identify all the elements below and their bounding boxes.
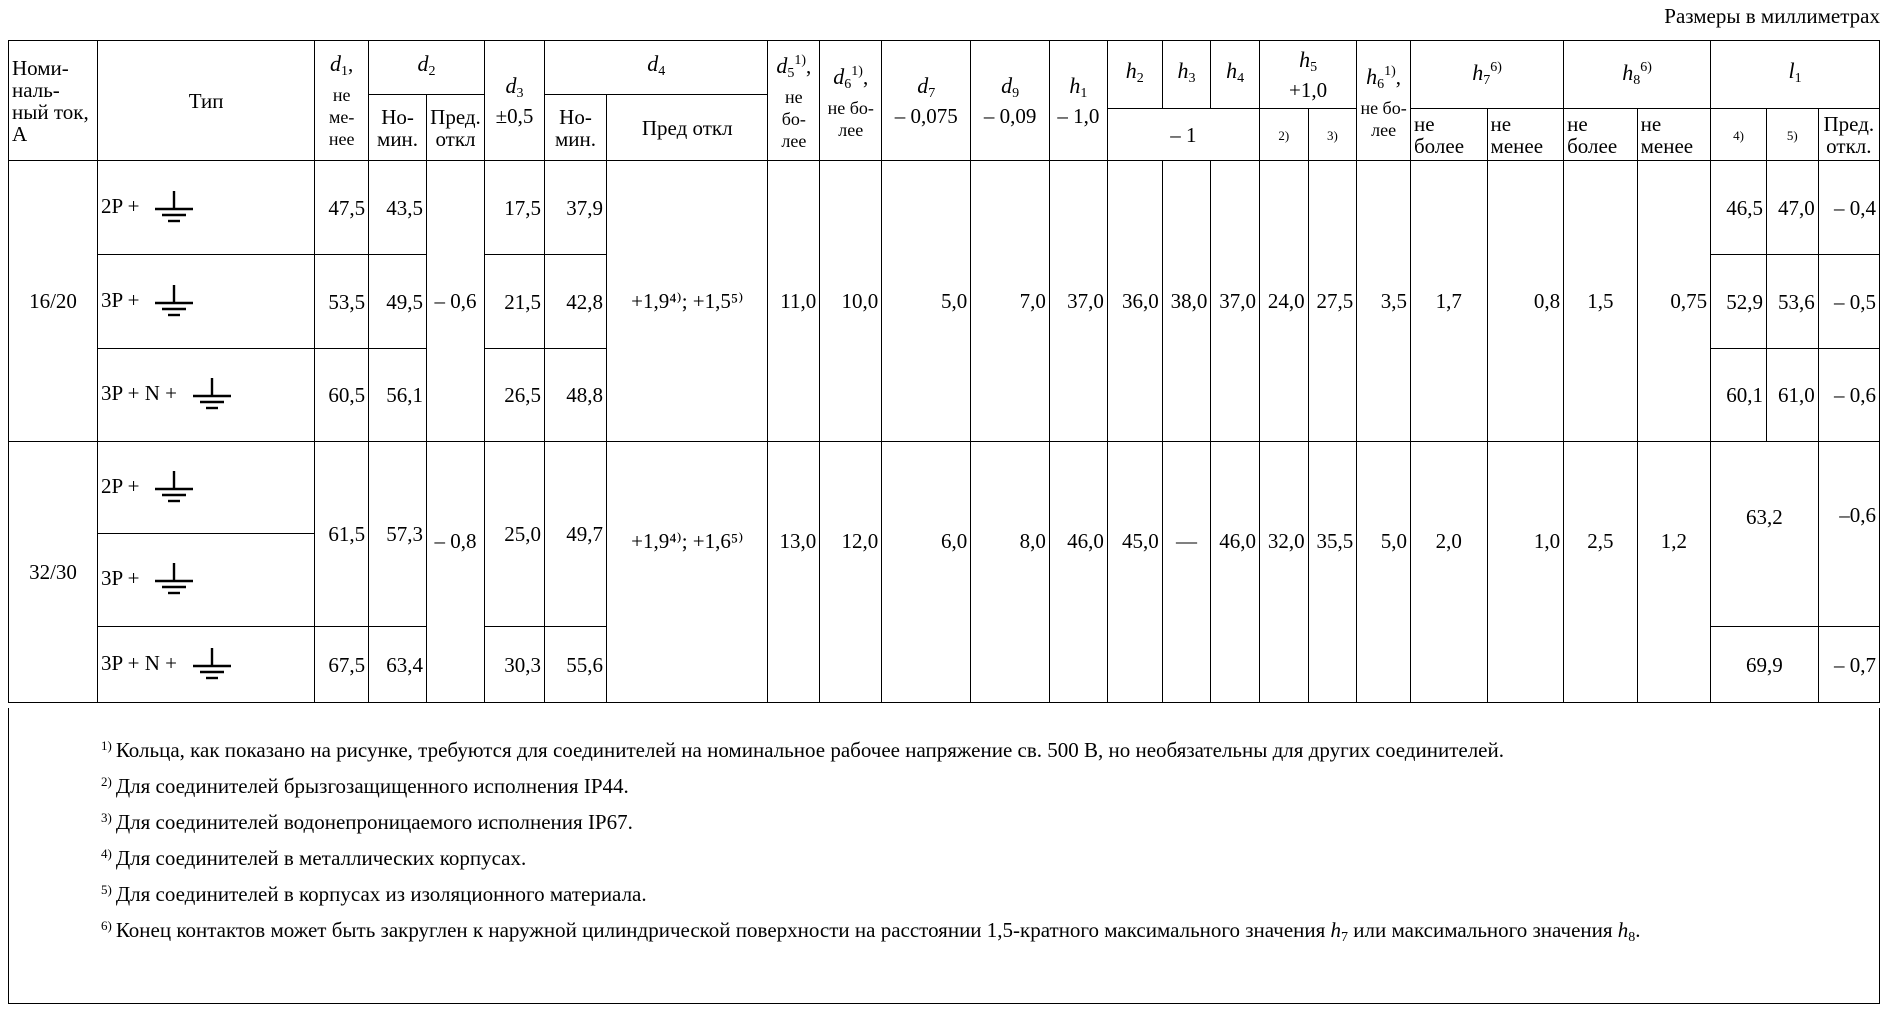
footnote-4: $^{4)}$ Для соединителей в металлических корпусах.: [101, 846, 527, 870]
header-l1-metal: 4): [1711, 109, 1767, 161]
dimensions-table: [8, 40, 1880, 703]
ground-symbol-icon: [153, 561, 195, 599]
footnote-6: $^{6)}$ Конец контактов может быть закруглен к наружной цилиндрической поверхности на расстоянии 1,5-кратного максимального значения $h_7$ или максимального значения $h_8$.: [101, 918, 1641, 945]
footnote-2: $^{2)}$ Для соединителей брызгозащищенного исполнения IP44.: [101, 774, 629, 798]
header-d2-deviation: Пред. откл: [427, 95, 485, 161]
header-h7: $h_7^{6)}$: [1410, 41, 1563, 109]
type-cell: 2P +: [97, 161, 314, 255]
ground-symbol-icon: [191, 646, 233, 684]
header-h234-tolerance: – 1: [1107, 109, 1259, 161]
footnotes: [8, 708, 1880, 1004]
header-l1-insulating: 5): [1766, 109, 1818, 161]
header-h8: $h_8^{6)}$: [1564, 41, 1711, 109]
header-h7-max: не более: [1410, 109, 1487, 161]
header-d2-nominal: Но- мин.: [369, 95, 427, 161]
header-d1: $d_1$, не ме- нее: [315, 41, 369, 161]
header-h8-max: не более: [1564, 109, 1637, 161]
header-d3: $d_3$ ±0,5: [484, 41, 544, 161]
header-d4-nominal: Но- мин.: [544, 95, 606, 161]
header-d4-deviation: Пред откл: [607, 95, 768, 161]
table-row: 3P + 53,5 49,5 21,5 42,8 52,9 53,6 – 0,5: [9, 255, 1880, 349]
header-h5-ip67: 3): [1308, 109, 1357, 161]
header-type: Тип: [97, 41, 314, 161]
table-row: 32/30 2P + 61,5 57,3 – 0,8 25,0 49,7 +1,9⁴⁾; +1,6⁵⁾ 13,0 12,0 6,0 8,0 46,0 45,0 — 46,0 32,0 35,5 5,0 2,0 1,0 2,5 1,2 63,2 –0,6: [9, 442, 1880, 534]
header-h3: $h_3$: [1162, 41, 1211, 109]
table-row: 3P + N + 67,5 63,4 30,3 55,6 69,9 – 0,7: [9, 627, 1880, 703]
type-cell: 3P +: [97, 534, 314, 627]
footnote-3: $^{3)}$ Для соединителей водонепроницаемого исполнения IP67.: [101, 810, 633, 834]
current-cell: 32/30: [9, 442, 98, 703]
header-h5-ip44: 2): [1259, 109, 1308, 161]
type-cell: 3P + N +: [97, 349, 314, 442]
ground-symbol-icon: [153, 469, 195, 507]
header-l1-deviation: Пред. откл.: [1818, 109, 1879, 161]
header-d7: $d_7$ – 0,075: [882, 41, 971, 161]
header-h6: $h_6^{1)}$, не бо- лее: [1357, 41, 1411, 161]
header-d5: $d_5^{1)}$, не бо- лее: [768, 41, 820, 161]
table-row: 3P + N + 60,5 56,1 26,5 48,8 60,1 61,0 – 0,6: [9, 349, 1880, 442]
footnote-5: $^{5)}$ Для соединителей в корпусах из изоляционного материала.: [101, 882, 647, 906]
header-h2: $h_2$: [1107, 41, 1162, 109]
header-h1: $h_1$ – 1,0: [1049, 41, 1107, 161]
table-row: 16/20 2P + 47,5 43,5 – 0,6 17,5 37,9 +1,9⁴⁾; +1,5⁵⁾ 11,0 10,0 5,0 7,0 37,0 36,0 38,0 37,0 24,0 27,5 3,5 1,7 0,8 1,5 0,75 46,5 47,0 – 0,4: [9, 161, 1880, 255]
footnote-1: $^{1)}$ Кольца, как показано на рисунке, требуются для соединителей на номинальное рабочее напряжение св. 500 В, но необязательны для других соединителей.: [101, 738, 1504, 762]
type-cell: 2P +: [97, 442, 314, 534]
units-caption: Размеры в миллиметрах: [1664, 4, 1880, 28]
header-h8-min: не менее: [1637, 109, 1710, 161]
ground-symbol-icon: [153, 189, 195, 227]
type-cell: 3P +: [97, 255, 314, 349]
current-cell: 16/20: [9, 161, 98, 442]
header-l1: $l_1$: [1711, 41, 1880, 109]
ground-symbol-icon: [191, 376, 233, 414]
header-d6: $d_6^{1)}$, не бо- лее: [820, 41, 882, 161]
header-h5: $h_5$ +1,0: [1259, 41, 1356, 109]
type-cell: 3P + N +: [97, 627, 314, 703]
header-d4: $d_4$: [544, 41, 768, 95]
header-d9: $d_9$ – 0,09: [971, 41, 1050, 161]
header-h4: $h_4$: [1211, 41, 1260, 109]
ground-symbol-icon: [153, 283, 195, 321]
header-h7-min: не менее: [1487, 109, 1564, 161]
header-nominal-current: Номи- наль- ный ток, А: [9, 41, 98, 161]
header-d2: $d_2$: [369, 41, 485, 95]
